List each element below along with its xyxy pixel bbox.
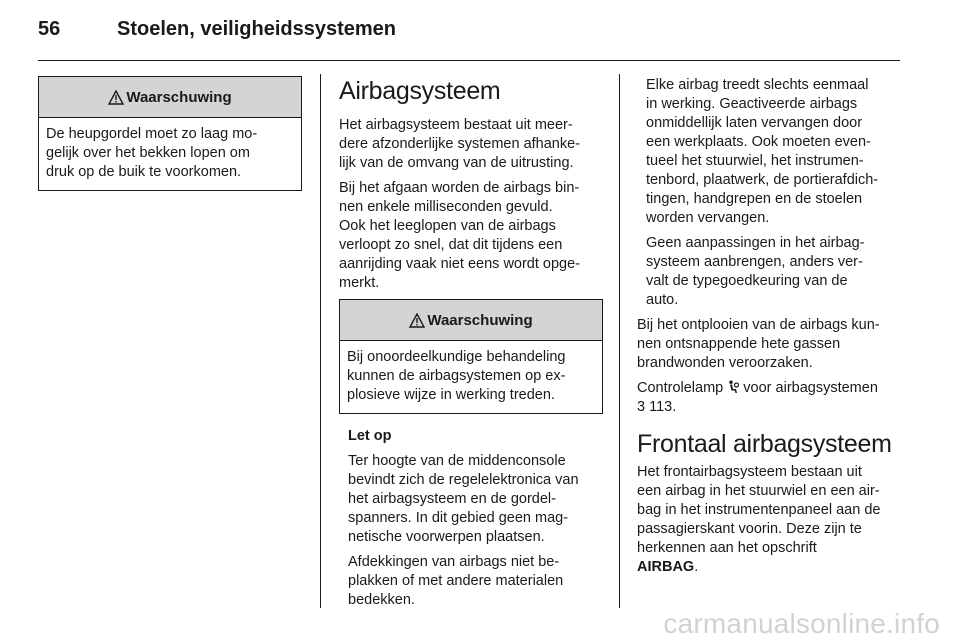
text-line: Bij het ontplooien van de airbags kun- xyxy=(637,317,880,333)
warning-triangle-icon xyxy=(108,90,124,105)
warning-triangle-icon xyxy=(409,313,425,328)
warning-text xyxy=(39,118,301,190)
page-title: Stoelen, veiligheidssystemen xyxy=(117,18,396,40)
header-rule xyxy=(38,60,900,61)
column-divider-1 xyxy=(320,74,321,608)
text-line: De heupgordel moet zo laag mo- xyxy=(46,126,258,142)
text-line: merkt. xyxy=(339,275,380,291)
section-heading: Airbagsysteem xyxy=(339,77,501,105)
column-2 xyxy=(339,76,603,616)
column-divider-2 xyxy=(619,74,620,608)
text-line: herkennen aan het opschrift xyxy=(637,540,817,556)
text-line: systeem aanbrengen, anders ver- xyxy=(646,254,863,270)
text-line: Ook het leeglopen van de airbags xyxy=(339,218,556,234)
text-line: aanrijding vaak niet eens wordt opge- xyxy=(339,256,581,272)
text-line: tenbord, plaatwerk, de portierafdich- xyxy=(646,172,879,188)
text-line: onmiddellijk laten vervangen door xyxy=(646,115,863,131)
text-line: in werking. Geactiveerde airbags xyxy=(646,96,858,112)
text-line: een werkplaats. Ook moeten even- xyxy=(646,134,871,150)
text-line: bevindt zich de regelelektronica van xyxy=(348,472,579,488)
paragraph xyxy=(637,316,903,373)
text-line: Ter hoogte van de middenconsole xyxy=(348,453,566,469)
text-line: Bij onoordeelkundige behandeling xyxy=(347,349,566,365)
text-line: Het frontairbagsysteem bestaan uit xyxy=(637,464,862,480)
warning-title: Waarschuwing xyxy=(427,311,533,329)
text-line: gelijk over het bekken lopen om xyxy=(46,145,250,161)
text-line: Afdekkingen van airbags niet be- xyxy=(348,554,560,570)
text-line: netische voorwerpen plaatsen. xyxy=(348,529,545,545)
airbag-label: AIRBAG xyxy=(637,559,695,575)
text-line: bedekken. xyxy=(348,592,415,608)
text-line: druk op de buik te voorkomen. xyxy=(46,164,242,180)
paragraph xyxy=(646,234,903,310)
text-line: valt de typegoedkeuring van de xyxy=(646,273,848,289)
text-line: plakken of met andere materialen xyxy=(348,573,564,589)
paragraph xyxy=(646,76,903,228)
warning-text xyxy=(340,341,602,413)
text-fragment: Controlelamp xyxy=(637,380,728,396)
text-line: spanners. In dit gebied geen mag- xyxy=(348,510,569,526)
text-line: auto. xyxy=(646,292,679,308)
text-line: lijk van de omvang van de uitrusting. xyxy=(339,155,574,171)
warning-title: Waarschuwing xyxy=(126,88,232,106)
text-line: Geen aanpassingen in het airbag- xyxy=(646,235,865,251)
text-line: dere afzonderlijke systemen afhanke- xyxy=(339,136,580,152)
text-line: bag in het instrumentenpaneel aan de xyxy=(637,502,881,518)
warning-box xyxy=(38,76,302,191)
warning-header xyxy=(340,300,602,341)
paragraph xyxy=(339,179,603,293)
text-line: brandwonden veroorzaken. xyxy=(637,355,813,371)
text-line: het airbagsysteem en de gordel- xyxy=(348,491,556,507)
paragraph xyxy=(637,463,903,577)
column-1 xyxy=(38,76,302,191)
text-line: Het airbagsysteem bestaat uit meer- xyxy=(339,117,573,133)
text-line: nen ontsnappende hete gassen xyxy=(637,336,841,352)
paragraph xyxy=(348,452,603,547)
text-line: worden vervangen. xyxy=(646,210,770,226)
warning-box xyxy=(339,299,603,414)
note-title: Let op xyxy=(348,428,392,444)
paragraph xyxy=(637,379,903,417)
text-line: plosieve wijze in werking treden. xyxy=(347,387,555,403)
note-block xyxy=(339,427,603,610)
airbag-warning-icon xyxy=(727,380,739,394)
page-reference[interactable]: 3 113. xyxy=(637,399,677,415)
text-line: tingen, handgrepen en de stoelen xyxy=(646,191,863,207)
text-line: Bij het afgaan worden de airbags bin- xyxy=(339,180,580,196)
text-fragment: . xyxy=(694,559,699,575)
text-line: tueel het stuurwiel, het instrumen- xyxy=(646,153,864,169)
paragraph xyxy=(348,553,603,610)
text-line: verloopt zo snel, dat dit tijdens een xyxy=(339,237,563,253)
page-number: 56 xyxy=(38,18,61,40)
warning-header xyxy=(39,77,301,118)
column-3 xyxy=(637,76,903,583)
text-line: nen enkele milliseconden gevuld. xyxy=(339,199,553,215)
text-line: een airbag in het stuurwiel en een air- xyxy=(637,483,880,499)
text-line: passagierskant voorin. Deze zijn te xyxy=(637,521,862,537)
text-line: kunnen de airbagsystemen op ex- xyxy=(347,368,566,384)
watermark: carmanualsonline.info xyxy=(663,608,940,639)
note-continuation xyxy=(637,76,903,310)
text-line: Elke airbag treedt slechts eenmaal xyxy=(646,77,869,93)
section-heading-2: Frontaal airbagsysteem xyxy=(637,430,892,458)
text-fragment: voor airbagsystemen xyxy=(739,380,878,396)
paragraph xyxy=(339,116,603,173)
